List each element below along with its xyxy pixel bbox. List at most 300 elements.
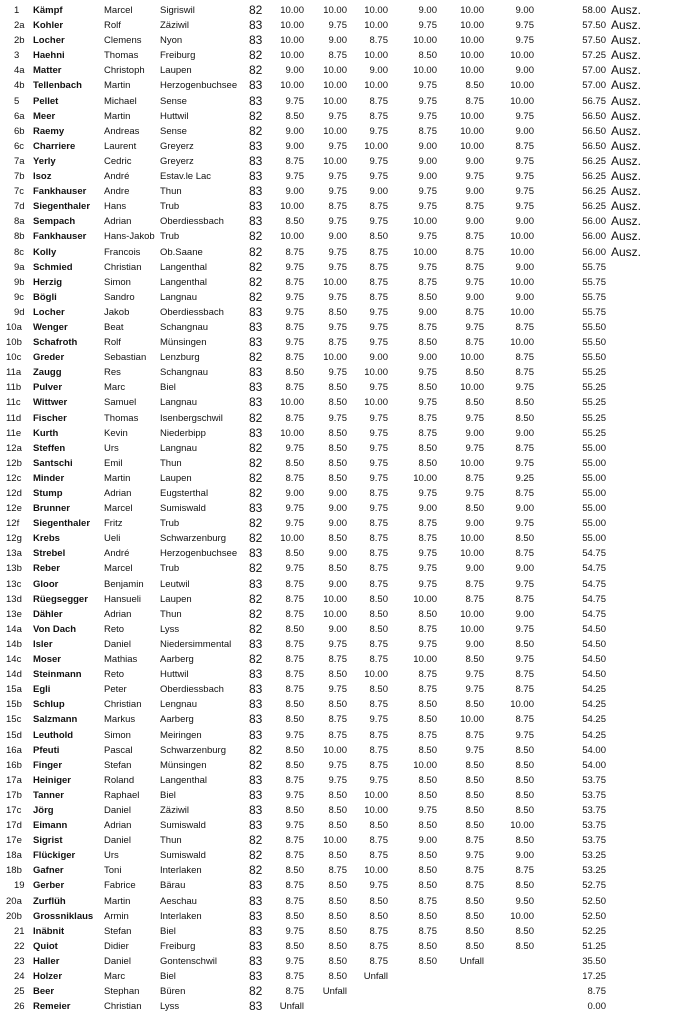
score-cell-6: 8.75 <box>515 684 534 696</box>
score-cell-4: 10.00 <box>413 35 437 47</box>
score-cell-6: 9.75 <box>515 654 534 666</box>
table-row <box>0 395 680 410</box>
score-cell-5: 8.50 <box>465 759 484 771</box>
year-cell: 82 <box>249 561 263 576</box>
total-cell: 54.50 <box>582 638 606 650</box>
place-cell: Lyss <box>160 623 180 635</box>
rank-cell: 26 <box>14 1001 25 1013</box>
score-cell-1: 10.00 <box>280 35 304 47</box>
rank-cell: 11a <box>6 367 22 379</box>
place-cell: Zäziwil <box>160 20 190 32</box>
total-cell: 56.00 <box>582 246 606 258</box>
score-cell-3: 9.75 <box>369 503 388 515</box>
rank-cell: 7a <box>14 155 25 167</box>
last-name-cell: Locher <box>33 306 65 318</box>
first-name-cell: Urs <box>104 442 119 454</box>
score-cell-3: 8.50 <box>369 910 388 922</box>
score-cell-2: 10.00 <box>323 593 347 605</box>
rank-cell: 2b <box>14 35 25 47</box>
score-cell-6: 9.75 <box>515 729 534 741</box>
table-row <box>0 878 680 893</box>
last-name-cell: Fankhauser <box>33 231 87 243</box>
score-cell-5: 9.00 <box>465 563 484 575</box>
place-cell: Thun <box>160 186 182 198</box>
score-cell-3: 10.00 <box>364 5 388 16</box>
score-cell-3: 9.75 <box>369 442 388 454</box>
score-cell-1: 8.50 <box>285 548 304 560</box>
rank-cell: 13d <box>6 593 22 605</box>
rank-cell: 21 <box>14 925 25 937</box>
score-cell-1: 8.50 <box>285 910 304 922</box>
score-cell-2: 8.50 <box>328 971 347 982</box>
total-cell: 54.75 <box>582 593 606 605</box>
score-cell-5: 9.75 <box>465 321 484 333</box>
score-cell-1: 8.75 <box>285 684 304 696</box>
place-cell: Trub <box>160 563 180 575</box>
score-cell-2: 9.75 <box>328 20 347 32</box>
score-cell-2: 8.50 <box>328 669 347 681</box>
total-cell: 53.75 <box>582 820 606 832</box>
table-row <box>0 758 680 773</box>
year-cell: 82 <box>249 848 263 863</box>
score-cell-3: 9.75 <box>369 880 388 892</box>
table-row <box>0 803 680 818</box>
first-name-cell: Martin <box>104 472 131 484</box>
rank-cell: 2a <box>14 20 25 32</box>
table-row <box>0 848 680 863</box>
table-row <box>0 667 680 682</box>
first-name-cell: Hans <box>104 201 127 213</box>
score-cell-3: 9.75 <box>369 382 388 394</box>
score-cell-3: 10.00 <box>364 804 388 816</box>
award-cell: Ausz. <box>611 33 642 48</box>
score-cell-6: 10.00 <box>510 246 534 258</box>
rank-cell: 12f <box>6 518 20 530</box>
total-cell: 35.50 <box>582 955 606 967</box>
place-cell: Greyerz <box>160 140 194 152</box>
last-name-cell: Dähler <box>33 608 63 620</box>
rank-cell: 9c <box>14 291 25 303</box>
table-row <box>0 471 680 486</box>
place-cell: Trub <box>160 231 180 243</box>
score-cell-2: 9.75 <box>328 774 347 786</box>
score-cell-6: 8.50 <box>515 774 534 786</box>
year-cell: 83 <box>249 969 263 983</box>
score-cell-2: 9.75 <box>328 140 347 152</box>
rank-cell: 16b <box>6 759 22 771</box>
first-name-cell: Adrian <box>104 608 132 620</box>
score-cell-1: 10.00 <box>280 20 304 32</box>
score-cell-1: 9.00 <box>285 140 304 152</box>
score-cell-3: 8.75 <box>369 835 388 847</box>
score-cell-3: 8.75 <box>369 291 388 303</box>
rank-cell: 13b <box>6 563 22 575</box>
score-cell-1: 8.50 <box>285 940 304 952</box>
score-cell-3: Unfall <box>363 971 388 982</box>
score-cell-2: 8.75 <box>328 865 347 877</box>
score-cell-1: 9.75 <box>285 442 304 454</box>
score-cell-5: 10.00 <box>460 382 484 394</box>
score-cell-2: 9.00 <box>328 548 347 560</box>
score-cell-5: 8.75 <box>465 835 484 847</box>
rank-cell: 6b <box>14 125 25 137</box>
total-cell: 55.00 <box>582 488 606 499</box>
score-cell-4: 9.75 <box>418 563 437 575</box>
table-row <box>0 818 680 833</box>
score-cell-6: 9.00 <box>515 5 534 16</box>
score-cell-3: 9.75 <box>369 472 388 484</box>
first-name-cell: Reto <box>104 669 125 681</box>
rank-cell: 12a <box>6 442 22 454</box>
table-row <box>0 245 680 260</box>
place-cell: Langnau <box>160 291 197 303</box>
score-cell-4: 8.50 <box>418 910 437 922</box>
total-cell: 55.00 <box>582 518 606 530</box>
year-cell: 82 <box>249 757 263 772</box>
table-row <box>0 380 680 395</box>
score-cell-2: 8.50 <box>328 397 347 409</box>
table-row <box>0 305 680 320</box>
score-cell-5: Unfall <box>459 955 484 967</box>
rank-cell: 13c <box>6 578 22 590</box>
score-cell-4: 8.75 <box>418 276 437 288</box>
total-cell: 55.00 <box>582 533 606 545</box>
total-cell: 54.25 <box>582 699 606 711</box>
score-cell-5: 9.75 <box>465 171 484 183</box>
place-cell: Herzogenbuchsee <box>160 80 238 92</box>
score-cell-3: 8.75 <box>369 578 388 590</box>
total-cell: 55.00 <box>582 442 606 454</box>
score-cell-1: 8.75 <box>285 986 304 998</box>
score-cell-1: 8.50 <box>285 110 304 122</box>
score-cell-6: 9.75 <box>515 186 534 198</box>
score-cell-1: 8.75 <box>285 669 304 681</box>
score-cell-5: 8.50 <box>465 654 484 666</box>
year-cell: 83 <box>249 199 263 214</box>
last-name-cell: Isler <box>33 638 53 650</box>
score-cell-3: 9.75 <box>369 714 388 726</box>
score-cell-4: 9.75 <box>418 397 437 409</box>
total-cell: 53.75 <box>582 774 606 786</box>
score-cell-5: 10.00 <box>460 623 484 635</box>
table-row <box>0 637 680 652</box>
score-cell-3: 10.00 <box>364 789 388 801</box>
last-name-cell: Sigrist <box>33 835 63 847</box>
first-name-cell: Roland <box>104 774 135 786</box>
first-name-cell: André <box>104 171 130 183</box>
score-cell-5: 8.50 <box>465 699 484 711</box>
score-cell-2: 9.75 <box>328 759 347 771</box>
place-cell: Biel <box>160 925 176 937</box>
year-cell: 83 <box>249 501 263 516</box>
last-name-cell: Steinmann <box>33 669 82 681</box>
award-cell: Ausz. <box>611 138 642 153</box>
first-name-cell: Simon <box>104 729 131 741</box>
score-cell-4: 8.50 <box>418 865 437 877</box>
score-cell-1: 10.00 <box>280 80 304 92</box>
place-cell: Biel <box>160 971 176 982</box>
rank-cell: 19 <box>14 880 25 892</box>
year-cell: 82 <box>249 274 263 289</box>
score-cell-3: 8.75 <box>369 548 388 560</box>
first-name-cell: Christian <box>104 1001 142 1013</box>
score-cell-5: 8.50 <box>465 925 484 937</box>
score-cell-5: 8.50 <box>465 940 484 952</box>
score-cell-6: 9.00 <box>515 427 534 439</box>
score-cell-5: 10.00 <box>460 608 484 620</box>
place-cell: Langnau <box>160 397 197 409</box>
score-cell-5: 8.75 <box>465 261 484 273</box>
score-cell-4: 8.75 <box>418 125 437 137</box>
score-cell-2: 8.75 <box>328 201 347 213</box>
score-cell-6: 9.75 <box>515 457 534 469</box>
total-cell: 54.75 <box>582 608 606 620</box>
first-name-cell: Marcel <box>104 563 133 575</box>
score-cell-1: 10.00 <box>280 397 304 409</box>
last-name-cell: Meer <box>33 110 56 122</box>
rank-cell: 20b <box>6 910 22 922</box>
last-name-cell: Jörg <box>33 804 54 816</box>
score-cell-4: 9.75 <box>418 548 437 560</box>
score-cell-5: 10.00 <box>460 50 484 62</box>
total-cell: 54.25 <box>582 684 606 696</box>
table-row <box>0 577 680 592</box>
last-name-cell: Schlup <box>33 699 65 711</box>
first-name-cell: Marc <box>104 382 126 394</box>
score-cell-4: 9.75 <box>418 20 437 32</box>
last-name-cell: Moser <box>33 654 61 666</box>
score-cell-5: 10.00 <box>460 352 484 364</box>
total-cell: 55.75 <box>582 261 606 273</box>
score-cell-6: 10.00 <box>510 820 534 832</box>
score-cell-1: 8.75 <box>285 352 304 364</box>
total-cell: 54.50 <box>582 654 606 666</box>
first-name-cell: Marcel <box>104 503 133 515</box>
score-cell-2: 9.75 <box>328 246 347 258</box>
total-cell: 56.25 <box>582 171 606 183</box>
table-row <box>0 365 680 380</box>
year-cell: 83 <box>249 546 263 561</box>
score-cell-5: 10.00 <box>460 457 484 469</box>
last-name-cell: Finger <box>33 759 63 771</box>
rank-cell: 7c <box>14 186 25 198</box>
table-row <box>0 682 680 697</box>
score-cell-4: 9.75 <box>418 367 437 379</box>
score-cell-2: 8.50 <box>328 820 347 832</box>
score-cell-1: 8.75 <box>285 276 304 288</box>
score-cell-5: 8.75 <box>465 337 484 349</box>
table-row <box>0 94 680 109</box>
score-cell-4: 8.50 <box>418 291 437 303</box>
score-cell-3: 8.50 <box>369 231 388 243</box>
rank-cell: 23 <box>14 955 25 967</box>
score-cell-3: 8.75 <box>369 744 388 756</box>
place-cell: Huttwil <box>160 110 189 122</box>
rank-cell: 4a <box>14 65 25 77</box>
first-name-cell: Benjamin <box>104 578 144 590</box>
place-cell: Oberdiessbach <box>160 306 224 318</box>
last-name-cell: Wittwer <box>33 397 68 409</box>
award-cell: Ausz. <box>611 123 642 138</box>
score-cell-5: 8.50 <box>465 367 484 379</box>
last-name-cell: Isoz <box>33 171 52 183</box>
year-cell: 82 <box>249 516 263 531</box>
place-cell: Interlaken <box>160 865 202 877</box>
score-cell-2: 10.00 <box>323 65 347 77</box>
table-row <box>0 229 680 244</box>
score-cell-4: 8.50 <box>418 820 437 832</box>
score-cell-3: 8.75 <box>369 638 388 650</box>
score-cell-3: 9.00 <box>369 186 388 198</box>
rank-cell: 17a <box>6 774 22 786</box>
score-cell-2: 10.00 <box>323 5 347 16</box>
first-name-cell: Martin <box>104 80 131 92</box>
score-cell-4: 8.50 <box>418 744 437 756</box>
score-cell-1: 9.00 <box>285 125 304 137</box>
score-cell-4: 9.00 <box>418 835 437 847</box>
first-name-cell: Michael <box>104 95 137 107</box>
rank-cell: 13e <box>6 608 22 620</box>
last-name-cell: Gerber <box>33 880 65 892</box>
score-cell-2: 8.75 <box>328 50 347 62</box>
rank-cell: 12b <box>6 457 22 469</box>
total-cell: 0.00 <box>587 1001 606 1013</box>
last-name-cell: Kämpf <box>33 5 63 16</box>
table-row <box>0 939 680 954</box>
table-row <box>0 486 680 501</box>
score-cell-1: 9.75 <box>285 955 304 967</box>
score-cell-1: 9.75 <box>285 925 304 937</box>
rank-cell: 15c <box>6 714 22 726</box>
score-cell-1: 10.00 <box>280 427 304 439</box>
score-cell-1: Unfall <box>279 1001 304 1013</box>
table-row <box>0 969 680 984</box>
score-cell-1: 10.00 <box>280 50 304 62</box>
last-name-cell: Strebel <box>33 548 66 560</box>
score-cell-3: 9.75 <box>369 457 388 469</box>
first-name-cell: Samuel <box>104 397 137 409</box>
year-cell: 83 <box>249 802 263 817</box>
score-cell-3: 9.75 <box>369 171 388 183</box>
score-cell-4: 8.50 <box>418 457 437 469</box>
score-cell-6: 8.75 <box>515 669 534 681</box>
score-cell-2: 9.00 <box>328 503 347 515</box>
score-cell-4: 8.50 <box>418 774 437 786</box>
last-name-cell: Greder <box>33 352 65 364</box>
year-cell: 83 <box>249 908 263 923</box>
score-cell-2: 9.00 <box>328 518 347 530</box>
last-name-cell: Gafner <box>33 865 64 877</box>
table-row <box>0 592 680 607</box>
last-name-cell: Krebs <box>33 533 60 545</box>
score-cell-5: 8.50 <box>465 820 484 832</box>
total-cell: 52.50 <box>582 895 606 907</box>
year-cell: 83 <box>249 78 263 93</box>
place-cell: Lenzburg <box>160 352 200 364</box>
score-cell-4: 8.50 <box>418 789 437 801</box>
table-row <box>0 894 680 909</box>
score-cell-1: 10.00 <box>280 533 304 545</box>
first-name-cell: Christoph <box>104 65 145 77</box>
place-cell: Ob.Saane <box>160 246 203 258</box>
score-cell-1: 8.50 <box>285 457 304 469</box>
score-cell-2: 8.50 <box>328 699 347 711</box>
rank-cell: 10c <box>6 352 22 364</box>
score-cell-4: 8.75 <box>418 427 437 439</box>
score-cell-3: 8.75 <box>369 276 388 288</box>
year-cell: 82 <box>249 621 263 636</box>
year-cell: 82 <box>249 350 263 365</box>
first-name-cell: Fabrice <box>104 880 136 892</box>
year-cell: 83 <box>249 682 263 697</box>
total-cell: 55.25 <box>582 367 606 379</box>
award-cell: Ausz. <box>611 214 642 229</box>
score-cell-1: 8.50 <box>285 804 304 816</box>
score-cell-3: 9.00 <box>369 65 388 77</box>
score-cell-5: 8.50 <box>465 397 484 409</box>
first-name-cell: Peter <box>104 684 127 696</box>
rank-cell: 6a <box>14 110 25 122</box>
score-cell-3: 8.75 <box>369 654 388 666</box>
year-cell: 82 <box>249 531 263 546</box>
score-cell-4: 9.75 <box>418 186 437 198</box>
score-cell-5: 10.00 <box>460 35 484 47</box>
place-cell: Langenthal <box>160 261 208 273</box>
score-cell-3: 9.75 <box>369 337 388 349</box>
score-cell-3: 8.75 <box>369 261 388 273</box>
first-name-cell: Laurent <box>104 140 137 152</box>
place-cell: Meiringen <box>160 729 202 741</box>
score-cell-5: 10.00 <box>460 533 484 545</box>
score-cell-2: 9.75 <box>328 684 347 696</box>
score-cell-1: 9.75 <box>285 820 304 832</box>
first-name-cell: Christian <box>104 699 142 711</box>
score-cell-3: 9.75 <box>369 306 388 318</box>
first-name-cell: Beat <box>104 321 124 333</box>
table-row <box>0 516 680 531</box>
last-name-cell: Beer <box>33 986 55 998</box>
first-name-cell: Reto <box>104 623 125 635</box>
total-cell: 8.75 <box>587 986 606 998</box>
score-cell-2: 10.00 <box>323 155 347 167</box>
score-cell-3: 8.75 <box>369 563 388 575</box>
score-cell-6: 8.75 <box>515 321 534 333</box>
place-cell: Aarberg <box>160 714 194 726</box>
year-cell: 82 <box>249 3 263 17</box>
score-cell-4: 8.75 <box>418 321 437 333</box>
score-cell-5: 9.00 <box>465 155 484 167</box>
score-cell-5: 9.75 <box>465 850 484 862</box>
year-cell: 83 <box>249 365 263 380</box>
score-cell-4: 10.00 <box>413 759 437 771</box>
year-cell: 82 <box>249 410 263 425</box>
table-row <box>0 924 680 939</box>
last-name-cell: Stump <box>33 488 63 499</box>
table-row <box>0 3 680 18</box>
score-cell-1: 9.75 <box>285 171 304 183</box>
rank-cell: 24 <box>14 971 25 982</box>
year-cell: 83 <box>249 953 263 968</box>
total-cell: 54.50 <box>582 669 606 681</box>
year-cell: 83 <box>249 818 263 833</box>
score-cell-4: 8.75 <box>418 925 437 937</box>
score-cell-5: 8.75 <box>465 246 484 258</box>
total-cell: 54.00 <box>582 759 606 771</box>
score-cell-3: 8.50 <box>369 593 388 605</box>
year-cell: 83 <box>249 576 263 591</box>
last-name-cell: Yerly <box>33 155 56 167</box>
last-name-cell: Haehni <box>33 50 65 62</box>
